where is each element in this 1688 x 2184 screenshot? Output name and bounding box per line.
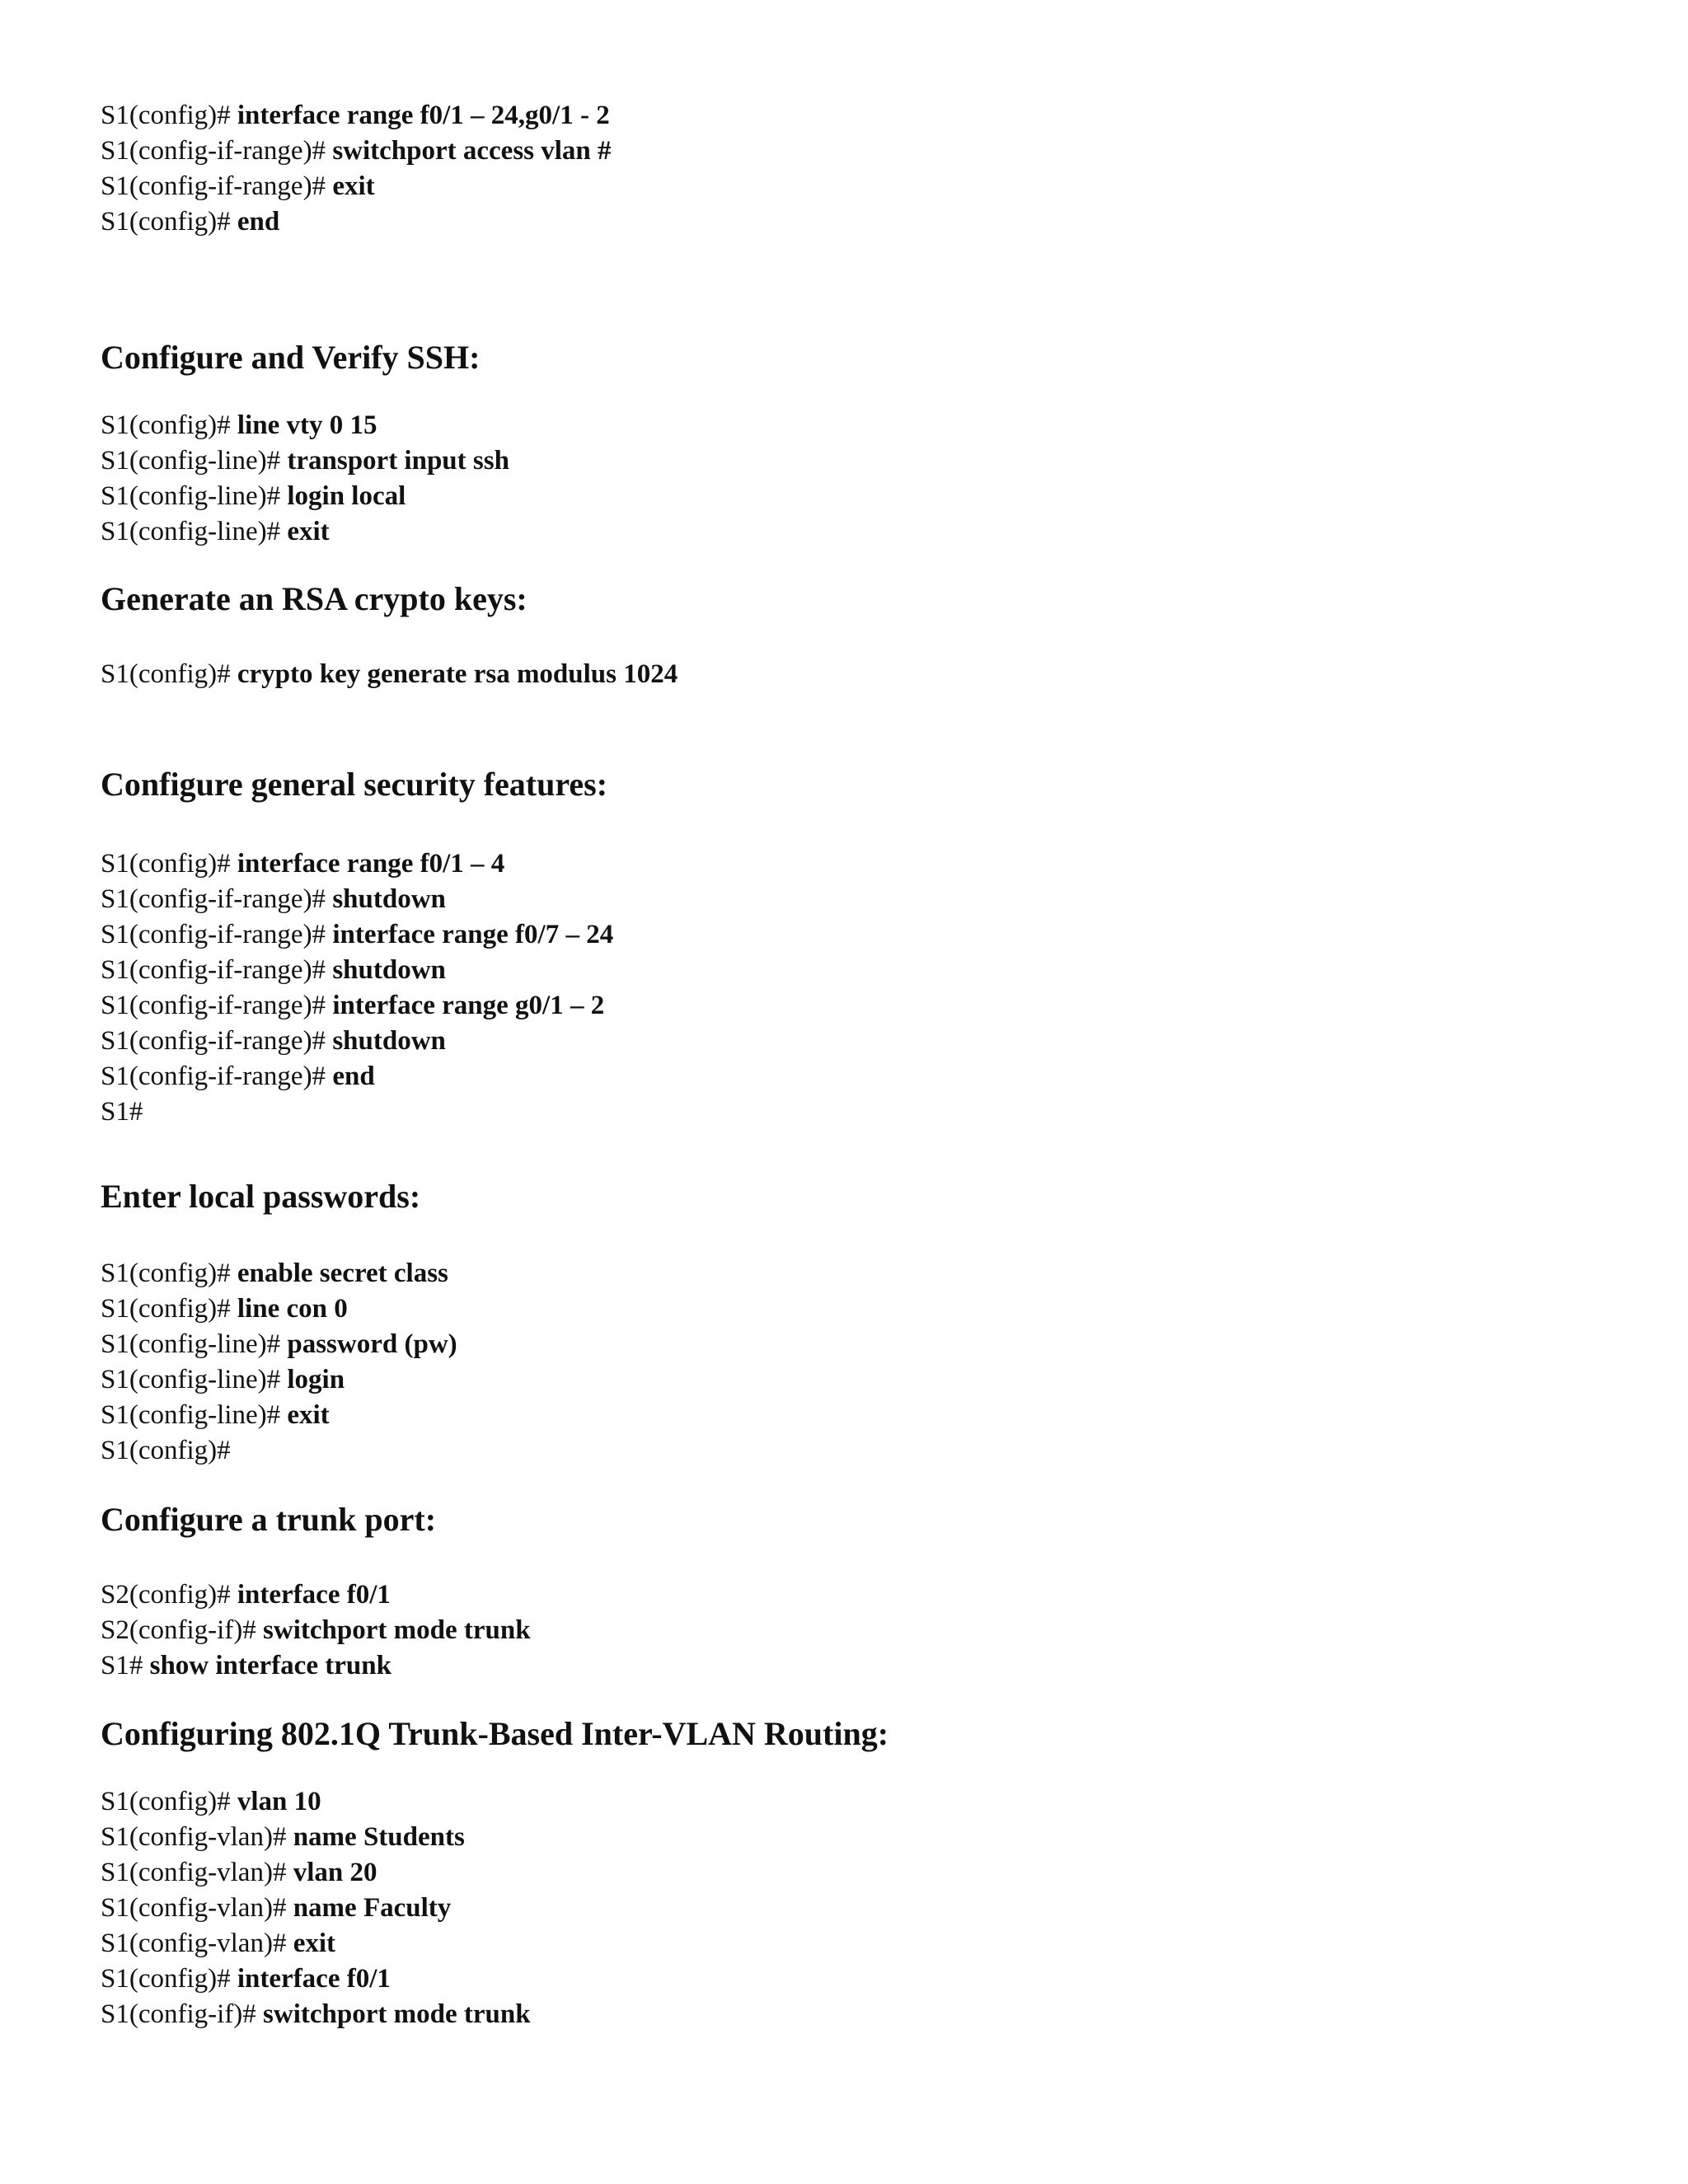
cli-prompt: S1(config-vlan)# bbox=[101, 1893, 293, 1923]
command-line bbox=[101, 480, 406, 513]
cli-prompt: S1(config-vlan)# bbox=[101, 1858, 293, 1887]
cli-prompt: S1(config-line)# bbox=[101, 1329, 288, 1359]
cli-prompt: S1(config)# bbox=[101, 659, 237, 689]
command-line bbox=[101, 99, 610, 132]
cli-command: shutdown bbox=[332, 884, 446, 914]
cli-prompt: S1(config-vlan)# bbox=[101, 1822, 293, 1852]
cli-command: name Faculty bbox=[293, 1893, 452, 1923]
command-line bbox=[101, 1998, 531, 2031]
command-line bbox=[101, 444, 509, 477]
command-line bbox=[101, 1060, 375, 1093]
cli-prompt: S1(config-line)# bbox=[101, 1400, 288, 1430]
cli-prompt: S1(config-if-range)# bbox=[101, 884, 333, 914]
command-line bbox=[101, 1399, 330, 1432]
command-line bbox=[101, 1927, 335, 1960]
section-heading: Enter local passwords: bbox=[101, 1178, 421, 1215]
section-heading: Generate an RSA crypto keys: bbox=[101, 580, 528, 617]
section-heading: Configuring 802.1Q Trunk-Based Inter-VLAN Routing: bbox=[101, 1715, 889, 1752]
cli-command: switchport mode trunk bbox=[263, 1999, 531, 2029]
cli-prompt: S1(config-if-range)# bbox=[101, 991, 333, 1020]
command-line bbox=[101, 658, 678, 691]
cli-command: transport input ssh bbox=[287, 446, 509, 476]
command-line bbox=[101, 1024, 446, 1057]
cli-command: vlan 10 bbox=[237, 1787, 321, 1816]
cli-command: switchport mode trunk bbox=[263, 1615, 531, 1645]
cli-prompt: S1(config-line)# bbox=[101, 1365, 288, 1394]
cli-prompt: S1(config-if-range)# bbox=[101, 920, 333, 949]
cli-command: switchport access vlan # bbox=[332, 136, 612, 166]
cli-prompt: S1(config)# bbox=[101, 207, 237, 237]
command-line bbox=[101, 954, 446, 987]
cli-prompt: S1(config)# bbox=[101, 101, 237, 130]
command-line bbox=[101, 883, 446, 916]
cli-prompt: S1(config)# bbox=[101, 1294, 237, 1324]
cli-command: crypto key generate rsa modulus 1024 bbox=[237, 659, 678, 689]
command-line bbox=[101, 170, 375, 203]
cli-command: vlan 20 bbox=[293, 1858, 377, 1887]
command-line bbox=[101, 1821, 465, 1854]
cli-command: interface f0/1 bbox=[237, 1964, 391, 1994]
cli-prompt: S2(config-if)# bbox=[101, 1615, 264, 1645]
cli-command: login bbox=[287, 1365, 345, 1394]
section-heading: Configure general security features: bbox=[101, 766, 608, 803]
command-line bbox=[101, 918, 613, 951]
cli-command: login local bbox=[287, 481, 406, 511]
cli-prompt: S1(config)# bbox=[101, 1436, 231, 1465]
cli-command: interface range f0/7 – 24 bbox=[332, 920, 614, 949]
command-line bbox=[101, 1257, 448, 1290]
cli-prompt: S1(config)# bbox=[101, 1964, 237, 1994]
cli-command: end bbox=[237, 207, 280, 237]
cli-command: shutdown bbox=[332, 1026, 446, 1056]
command-line bbox=[101, 1649, 392, 1682]
cli-prompt: S1# bbox=[101, 1651, 150, 1680]
cli-prompt: S1(config-if-range)# bbox=[101, 1026, 333, 1056]
cli-prompt: S1(config)# bbox=[101, 1787, 237, 1816]
cli-prompt: S1(config-if-range)# bbox=[101, 171, 333, 201]
command-line bbox=[101, 1095, 143, 1128]
cli-command: interface range g0/1 – 2 bbox=[332, 991, 605, 1020]
cli-prompt: S1(config-line)# bbox=[101, 517, 288, 546]
cli-command: exit bbox=[332, 171, 375, 201]
command-line bbox=[101, 1891, 451, 1924]
cli-prompt: S1(config)# bbox=[101, 410, 237, 440]
cli-prompt: S1(config-if-range)# bbox=[101, 136, 333, 166]
command-line bbox=[101, 1962, 391, 1995]
cli-prompt: S1(config-line)# bbox=[101, 446, 288, 476]
section-heading: Configure a trunk port: bbox=[101, 1501, 437, 1538]
cli-command: enable secret class bbox=[237, 1258, 448, 1288]
cli-command: line con 0 bbox=[237, 1294, 348, 1324]
cli-command: line vty 0 15 bbox=[237, 410, 377, 440]
cli-command: show interface trunk bbox=[149, 1651, 392, 1680]
section-heading: Configure and Verify SSH: bbox=[101, 339, 481, 376]
cli-prompt: S1(config-if)# bbox=[101, 1999, 264, 2029]
cli-command: exit bbox=[287, 517, 330, 546]
command-line bbox=[101, 205, 279, 238]
cli-prompt: S1(config-line)# bbox=[101, 481, 288, 511]
cli-prompt: S1(config)# bbox=[101, 1258, 237, 1288]
cli-command: password (pw) bbox=[287, 1329, 457, 1359]
cli-command: exit bbox=[293, 1929, 336, 1958]
command-line bbox=[101, 1578, 391, 1611]
cli-command: interface range f0/1 – 24,g0/1 - 2 bbox=[237, 101, 610, 130]
command-line bbox=[101, 409, 377, 442]
command-line bbox=[101, 515, 330, 548]
cli-prompt: S2(config)# bbox=[101, 1580, 237, 1610]
command-line bbox=[101, 847, 504, 880]
command-line bbox=[101, 989, 604, 1022]
cli-command: interface f0/1 bbox=[237, 1580, 391, 1610]
command-line bbox=[101, 1328, 457, 1361]
cli-command: exit bbox=[287, 1400, 330, 1430]
cli-prompt: S1# bbox=[101, 1097, 143, 1127]
command-line bbox=[101, 1856, 377, 1889]
cli-prompt: S1(config-if-range)# bbox=[101, 1062, 333, 1091]
command-line bbox=[101, 134, 612, 167]
cli-command: interface range f0/1 – 4 bbox=[237, 849, 505, 879]
cli-command: end bbox=[332, 1062, 375, 1091]
command-line bbox=[101, 1434, 231, 1467]
cli-prompt: S1(config-vlan)# bbox=[101, 1929, 293, 1958]
command-line bbox=[101, 1785, 321, 1818]
cli-command: shutdown bbox=[332, 955, 446, 985]
cli-prompt: S1(config-if-range)# bbox=[101, 955, 333, 985]
command-line bbox=[101, 1363, 345, 1396]
cli-command: name Students bbox=[293, 1822, 465, 1852]
command-line bbox=[101, 1614, 531, 1647]
command-line bbox=[101, 1292, 348, 1325]
cli-prompt: S1(config)# bbox=[101, 849, 237, 879]
